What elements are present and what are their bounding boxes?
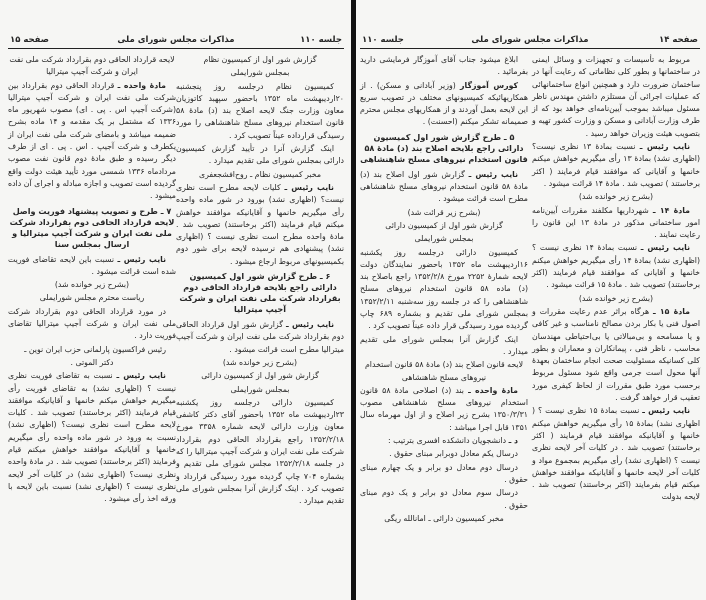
centered-line [360,233,528,245]
paragraph-text: قرارداد الحاقی دوم بقرارداد بین شرکت ملی نفت ایران و شرکت آجیپ میترالیا (شرکت آجیپ اس . پی . ای) مصوب شهریور ماه ۱۳۳۶ که مشتمل بر یک مقدمه و ۱۴ ماده بشرح ضمیمه میباشد و بامضای شرکت ملی نفت ایران از یکطرف و شرکت آجیپ . اس . پی . ای از طرف دیگر رسیده و طبق مادهٔ دوم قانون نفت مصوب مردادماه ۱۳۳۶ شمسی مورد تأیید هیئت دولت واقع گردیده است تصویب و اجازه مبادله و اجرای آن داده میشود . [8,80,177,201]
right-page [356,0,706,600]
centered-line [360,207,528,219]
paragraph-text: (بشرح زیر خوانده شد) [222,357,298,367]
page-number: صفحه ۱۵ [10,35,49,45]
speaker-label: نایب رئیس ـ [468,169,519,179]
text-column [532,54,700,505]
paragraph [532,54,700,140]
centered-line [360,220,528,232]
speaker-label: مادهٔ واحده ـ [117,80,166,90]
page-header [360,34,700,49]
paragraph-text: کمیسیون نظام درجلسه روز پنجشنبه ۲۰اردیبهشت ماه ۱۳۵۲ باحضور سپهبد کاتوزیان معاون وزارت جنگ لایحه اصلاح بند (د) مادهٔ ۵۸ قانون استخدام نیروهای مسلح شاهنشاهی را مورد رسیدگی قرارداده عیناً تصویب کرد . [176,81,344,140]
paragraph-text: کمیسیون دارائی درجلسه روز یکشنبه ۱۶اردیبهشت ماه ۱۳۵۲ باحضور نمایندگان دولت لایحه شمارهٔ ۲۲۵۲ مورخ ۱۳۵۲/۲/۸ راجع باصلاح بند (د) ماده ۵۸ قانون استخدام نیروهای مسلح شاهنشاهی را که در جلسه روز سه‌شنبه ۱۳۵۲/۲/۱۱ بمجلس شورای ملی تقدیم و بشماره ۶۸۹ چاپ گردیده مورد رسیدگی قرار داده عیناً تصویب کرد . [360,247,529,331]
paragraph [176,143,344,168]
paragraph [360,462,528,487]
paragraph-text: (بشرح زیر خوانده شد) [578,293,654,303]
paragraph-text: نسبت بمادهٔ ۱۴ نظری نیست ؟ (اظهاری نشد) بمادهٔ ۱۴ رأی میگیریم خواهش میکنم خانمها و آقایانی که موافقند قیام فرمایند (اکثر برخاستند) تصویب شد . مادهٔ ۱۵ قرائت میشود . [532,243,700,290]
paragraph-text: کلیات لایحه مطرح است نظری نیست؟ (اظهاری نشد) بورود در شور ماده واحده رأی میگیریم خانمها و آقایانیکه موافقند خواهش میکنم قیام فرمایند (اکثر برخاستند) تصویب شد . مادهٔ واحده مطرح است نظری نیست ؟ (اظهاری نشد) پیشنهادی هم نرسیده لایحه برای شور دوم بکمیسیونهای مربوط ارجاع میشود . [176,182,344,266]
text-column [176,54,344,509]
paragraph [176,397,344,508]
text-columns [8,54,344,509]
paragraph-text: گزارش شور اول قرارداد الحاقی دوم بقرارداد شرکت ملی نفت ایران و شرکت آجیپ میترالیا مطرح است قرائت میشود . [176,320,344,354]
speaker-label: د ـ [508,436,518,446]
paragraph-text: در مورد قرارداد الحاقی دوم بقرارداد شرکت ملی نفت ایران و شرکت آجیپ میترالیا تقاضای فوریت دارد . [8,306,176,341]
page-header [8,34,344,49]
centered-line [176,370,344,382]
paragraph [8,80,176,203]
centered-line [532,191,700,203]
session-number: جلسه ۱۱۰ [300,35,342,45]
running-title: مذاکرات مجلس شورای ملی [471,35,589,45]
centered-line [8,357,176,369]
running-title: مذاکرات مجلس شورای ملی [117,35,235,45]
centered-line [532,293,700,305]
speaker-label: نایب رئیس ـ [640,243,690,253]
paragraph [176,319,344,356]
paragraph-text: رئیس فراکسیون پارلمانی حزب ایران نوین ـ [24,344,166,354]
text-column [360,54,528,526]
section-heading [8,206,176,250]
centered-line [176,357,344,369]
speaker-label: نایب رئیس ـ [642,406,691,416]
paragraph [532,405,700,503]
speaker-label: نایب رئیس ـ [116,371,166,381]
speaker-label: نایب رئیس ـ [284,182,334,192]
session-number: جلسه ۱۱۰ [362,35,404,45]
paragraph-text: ریاست محترم مجلس شورایملی [39,293,145,303]
paragraph [360,247,528,333]
speaker-label: نایب رئیس ـ [639,142,690,152]
paragraph [360,54,528,79]
paragraph-text: هرگاه براثر عدم رعایت مقررات و اصول فنی یا بکار بردن مصالح نامناسب و غیر کافی و یا مسامحه و بی‌مبالاتی یا بی‌احتیاطی مهندسان محاسب ، ناظر فنی ، پیمانکاران و معماران و بطور کلی کسانیکه مسئولیت صحت انجام ساختمان بعهدهٔ آنها محول است جرمی واقع شود مسئول مربوط برحسب مورد طبق مقررات از لحاظ کیفری مورد تعقیب قرار خواهد گرفت . [532,306,700,403]
paragraph-text: بمجلس شورایملی [414,234,474,244]
speaker-label: مادهٔ واحده ـ [468,385,518,395]
paragraph [8,254,176,279]
paragraph-text: اینک گزارش آنرا در تأیید گزارش کمیسیون دارائی بمجلس شورای ملی تقدیم میدارد . [176,144,344,166]
text-column [8,54,176,507]
speaker-label: مادهٔ ۱۴ ـ [652,205,690,215]
speaker-label: کورس آموزگار [460,80,518,90]
paragraph-text: لایحه قانون اصلاح بند (د) مادهٔ ۵۸ قانون استخدام نیروهای مسلح شاهنشاهی [364,360,524,382]
paragraph-text: درسال سوم معادل دو برابر و یک دوم مبنای حقوق . [360,488,528,510]
paragraph [532,306,700,404]
paragraph-text: مخبر کمیسیون نظام ـ روح‌افشجعفری [198,169,322,179]
paragraph [532,205,700,242]
paragraph [176,81,344,142]
paragraph [360,448,528,460]
text-columns [360,54,700,526]
paragraph [360,385,528,434]
speaker-label: نایب رئیس ـ [117,254,166,264]
paragraph [360,169,528,206]
paragraph [8,370,176,505]
centered-line [360,359,528,384]
paragraph-text: شهرداریها مکلفند مقررات آیین‌نامه امور ساختمانی مذکور در مادهٔ ۱۳ این قانون را رعایت نمایند . [532,205,701,240]
paragraph [360,435,528,447]
section-heading [176,271,344,315]
paragraph-text: اینک گزارش آنرا بمجلس شورای ملی تقدیم میدارد . [360,334,528,356]
paragraph-text: ۶ ـ طرح گزارش شور اول کمیسیون دارائی راجع بلایحه قرارداد الحاقی دوم بقرارداد شرکت ملی نفت ایران و شرکت آجیپ میترالیا [179,271,341,315]
paragraph [8,306,176,343]
paragraph-text: درسال دوم معادل دو برابر و یک چهارم مبنای حقوق . [360,462,528,484]
paragraph [532,141,700,190]
paragraph [360,487,528,512]
paragraph-text: مربوط به تأسیسات و تجهیزات و وسائل ایمنی در ساختمانها و بطور کلی نظاماتی که رعایت آنها در ساختمان ضرورت دارد و همچنین انواع ساختمانهائی که عملیات اجرائی آن مستلزم داشتن مهندس ناظر مسئول میباشد بموجب آیین‌نامه‌ای خواهد بود که از طرف وزارت آبادانی و مسکن و وزارت کشور تهیه و بتصویب هیئت وزیران خواهد رسید . [532,55,700,138]
paragraph-text: (بشرح زیر خوانده شد) [54,280,130,290]
centered-line [8,54,176,79]
paragraph-text: نسبت به تقاضای فوریت نظری نیست ؟ (اظهاری نشد) به تقاضای فوریت رأی میگیریم خواهش میکنم خانمها و آقایانیکه موافقند قیام فرمایند (اکثر برخاستند) تصویب شد . کلیات لایحه مطرح است نظری نیست؟ (اظهاری نشد) نسبت به ورود در شور ماده واحده رأی میگیریم خانمها و آقایانیکه موافقند خواهش میکنم قیام فرمایند (اکثر برخاستند) تصویب شد . در مادهٔ واحده نظری نیست؟ (اظهاری نشد) در کلیات آخر لایحه نظری نیست ؟ (اظهاری نشد) نسبت باین لایحه با ورقه اخذ رأی میشود . [8,371,176,504]
centered-line [176,384,344,396]
page-number: صفحه ۱۴ [659,35,698,45]
centered-line [8,279,176,291]
centered-line [360,513,528,525]
centered-line [176,67,344,79]
paragraph [360,334,528,359]
paragraph-text: گزارش شور اول اصلاح بند (د) مادهٔ ۵۸ قانون استخدام نیروهای مسلح شاهنشاهی مطرح است قرائت میشود . [360,169,528,204]
speaker-label: مادهٔ ۱۵ ـ [653,306,690,316]
paragraph [532,242,700,291]
paragraph-text: دانشجویان دانشکده افسری بترتیب : [387,436,507,446]
paragraph-text: گزارش شور اول از کمیسیون نظام [203,55,317,64]
paragraph-text: بمجلس شورایملی [230,384,290,394]
paragraph-text: ۷ ـ طرح و تصویب پیشنهاد فوریت واصل لایحه قرارداد الحاقی دوم بقرارداد شرکت ملی نفت ایران و شرکت آجیپ میترالیا و ارسال بمجلس سنا [9,205,175,249]
paragraph-text: بند (د) اصلاحی مادهٔ ۵۸ قانون استخدام نیروهای مسلح شاهنشاهی مصوب ۱۳۵۰/۳/۳۱ بشرح زیر اصلاح و از اول مهرماه سال ۱۳۵۱ قابل اجرا میباشد : [360,385,528,432]
paragraph-text: نسبت بمادهٔ ۱۵ نظری نیست ؟ ( اظهاری نشد) بمادهٔ ۱۵ رأی میگیریم خواهش میکنم خانمها و آقایانیکه موافقند قیام فرمایند ( اکثر برخاستند) تصویب شد . در کلیات آخر لایحه نظری نیست ؟ (اظهاری نشد) رأی میگیریم بمجموع مواد و کلیات آخر لایحه خانمها و آقایانیکه موافقند خواهش میکنم قیام بفرمایند (اکثر برخاستند) تصویب شد . لایحه بدولت [532,406,700,502]
paragraph-text: بمجلس شورایملی [230,68,290,78]
paragraph-text: گزارش شور اول از کمیسیون دارائی [385,220,503,230]
paragraph-text: ۵ ـ طرح گزارش شور اول کمیسیون دارائی راجع بلایحه اصلاح بند (د) مادهٔ ۵۸ قانون استخدام نیروهای مسلح شاهنشاهی [360,131,528,164]
left-page [0,0,352,600]
paragraph-text: درسال یکم معادل دوبرابر مبنای حقوق . [389,449,518,459]
paragraph-text: نسبت بمادهٔ ۱۳ نظری نیست؟ (اظهاری نشد) بمادهٔ ۱۳ رأی میگیریم خواهش میکنم خانمها و آقایانی که موافقند قیام فرمایند ( اکثر برخاستند ) تصویب شد . مادهٔ ۱۴ قرائت میشود . [532,142,700,188]
section-heading [360,132,528,165]
centered-line [8,292,176,304]
paragraph-text: (بشرح زیر قرائت شد) [407,207,481,217]
centered-line [176,54,344,66]
paragraph-text: کمیسیون دارائی درجلسه روز یکشنبه ۲۳اردیبهشت ماه ۱۳۵۲ باحضور آقای دکتر کاشفی معاون وزارت دارائی لایحه شماره ۳۳۵۸ مورخ ۱۳۵۲/۲/۱۸ راجع بقرارداد الحاقی دوم بقرارداد شرکت ملی نفت ایران و شرکت آجیپ میترالیا را که در جلسه ۱۳۵۲/۲/۱۸ مجلس شورای ملی تقدیم و بشماره ۷۰۴ چاپ گردیده مورد رسیدگی قرارداد و تصویب کرد . اینک گزارش آنرا بمجلس شورای ملی تقدیم میدارد . [176,397,344,506]
paragraph [176,182,344,268]
speaker-label: نایب رئیس ـ [286,320,334,330]
paragraph-text: ابلاغ میشود جناب آقای آموزگار فرمایشی دارید بفرمائید . [360,55,528,77]
paragraph-text: (بشرح زیر خوانده شد) [578,192,654,202]
paragraph-text: لایحه قرارداد الحاقی دوم بقرارداد شرکت ملی نفت ایران و شرکت آجیپ میترالیا [9,55,175,77]
paragraph-text: مخبر کمیسیون دارائی ـ امانالله ریگی [384,513,504,523]
paragraph [360,80,528,129]
centered-line [176,169,344,181]
paragraph-text: گزارش شور اول از کمیسیون دارائی [201,371,319,381]
paragraph-text: (وزیر آبادانی و مسکن) . از همکاریهائیکه کمیسیونهای مختلف در تصویب سریع این لایحه بعمل آوردند و از همکاریهای مجلس محترم صمیمانه تشکر میکنم (احسنت) . [360,80,528,127]
paragraph-text: دکتر الموتی . [70,357,114,367]
paragraph [8,344,176,356]
paragraph-text: نسبت باین لایحه تقاضای فوریت شده است قرائت میشود . [8,254,176,276]
